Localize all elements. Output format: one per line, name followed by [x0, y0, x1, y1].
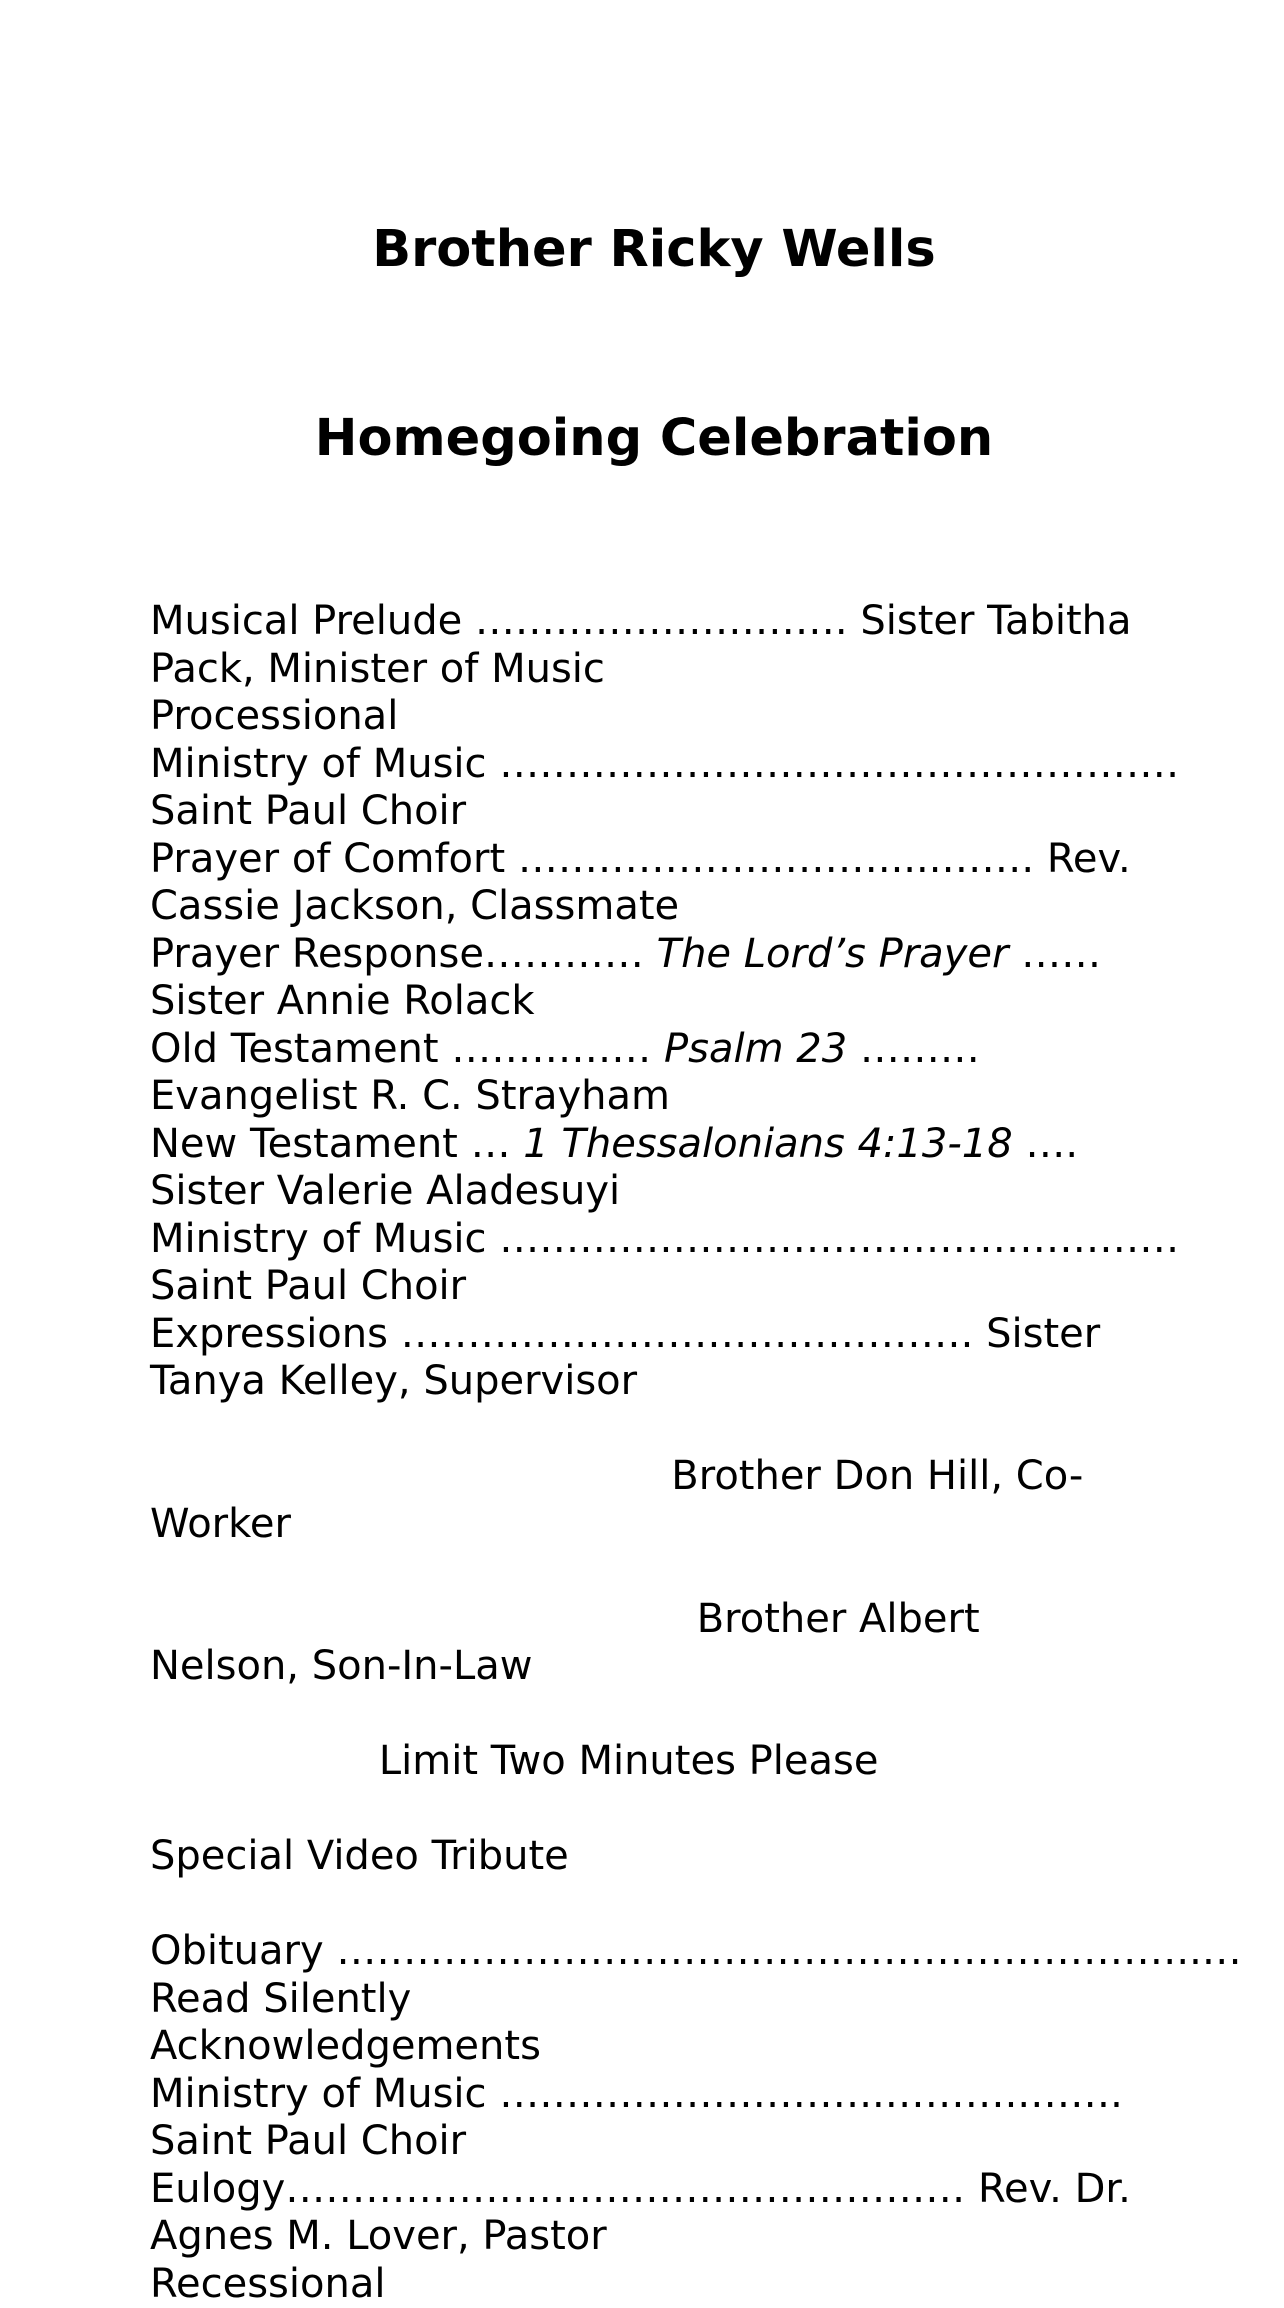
- scripture-reference: The Lord’s Prayer: [657, 931, 1009, 977]
- program-line: [150, 1073, 1144, 1121]
- program-line: [150, 598, 1144, 646]
- program-text: Ministry of Music ………………………..………..…….: [150, 2071, 1123, 2117]
- program-line: [150, 1406, 1144, 1454]
- program-line: [150, 931, 1144, 979]
- program-line: [150, 1928, 1144, 1976]
- program-text: Special Video Tribute: [150, 1833, 569, 1879]
- program-line: [150, 1263, 1144, 1311]
- scripture-reference: Psalm 23: [664, 1026, 847, 1072]
- program-line: [150, 1833, 1144, 1881]
- program-text: Ministry of Music ……………………………………………: [150, 1216, 1179, 1262]
- program-text: Acknowledgements: [150, 2023, 541, 2069]
- program-line: [150, 1358, 1144, 1406]
- program-line: [150, 2166, 1144, 2214]
- program-line: [150, 1168, 1144, 1216]
- program-text: Agnes M. Lover, Pastor: [150, 2213, 607, 2259]
- program-line: [150, 836, 1144, 884]
- program-line: [150, 2071, 1144, 2119]
- program-order-of-service: [150, 598, 1144, 2308]
- program-line: [150, 1501, 1144, 1549]
- title-line-2: Homegoing Celebration: [164, 407, 1144, 470]
- program-text: Ministry of Music ……………………………………………: [150, 741, 1179, 787]
- program-line: [150, 1738, 1144, 1786]
- program-line: [150, 788, 1144, 836]
- program-line: [150, 1643, 1144, 1691]
- program-text: Eulogy…………………………………………… Rev. Dr.: [150, 2166, 1131, 2212]
- title-line-1: Brother Ricky Wells: [164, 218, 1144, 281]
- program-line: [150, 1453, 1144, 1501]
- program-text: ….: [1013, 1121, 1078, 1167]
- program-text: Musical Prelude ………………………. Sister Tabitha: [150, 598, 1132, 644]
- program-text: Recessional: [150, 2261, 385, 2307]
- program-line: [150, 2023, 1144, 2071]
- program-text: New Testament …: [150, 1121, 523, 1167]
- program-text: Prayer of Comfort ……………………….....……. Rev.: [150, 836, 1131, 882]
- program-line: [150, 1976, 1144, 2024]
- program-text: ……: [1008, 931, 1101, 977]
- program-text: Read Silently: [150, 1976, 411, 2022]
- program-line: [150, 2118, 1144, 2166]
- program-text: Pack, Minister of Music: [150, 646, 605, 692]
- program-text: Expressions ……………………………………. Sister: [150, 1311, 1100, 1357]
- program-text: Brother Albert: [150, 1596, 980, 1642]
- program-text: Prayer Response…………: [150, 931, 657, 977]
- program-line: [150, 2213, 1144, 2261]
- program-line: [150, 1216, 1144, 1264]
- program-line: [150, 1596, 1144, 1644]
- program-line: [150, 1311, 1144, 1359]
- program-text: Tanya Kelley, Supervisor: [150, 1358, 637, 1404]
- program-line: [150, 693, 1144, 741]
- program-line: [150, 1026, 1144, 1074]
- program-line: [150, 1881, 1144, 1929]
- program-line: [150, 978, 1144, 1026]
- program-line: [150, 741, 1144, 789]
- program-text: Worker: [150, 1501, 291, 1547]
- program-text: Processional: [150, 693, 398, 739]
- program-text: Saint Paul Choir: [150, 1263, 466, 1309]
- program-line: [150, 883, 1144, 931]
- program-text: Cassie Jackson, Classmate: [150, 883, 679, 929]
- program-text: Obituary ………………………………………………………..…: [150, 1928, 1242, 1974]
- program-line: [150, 1691, 1144, 1739]
- program-text: Sister Annie Rolack: [150, 978, 535, 1024]
- program-text: Saint Paul Choir: [150, 2118, 466, 2164]
- program-text: Old Testament ……………: [150, 1026, 664, 1072]
- program-text: Sister Valerie Aladesuyi: [150, 1168, 620, 1214]
- program-text: Limit Two Minutes Please: [150, 1738, 878, 1784]
- program-line: [150, 2261, 1144, 2308]
- program-text: Evangelist R. C. Strayham: [150, 1073, 670, 1119]
- scripture-reference: 1 Thessalonians 4:13-18: [523, 1121, 1012, 1167]
- program-text: Nelson, Son-In-Law: [150, 1643, 532, 1689]
- program-line: [150, 1548, 1144, 1596]
- program-text: Saint Paul Choir: [150, 788, 466, 834]
- program-text: Brother Don Hill, Co-: [150, 1453, 1083, 1499]
- program-text: ………: [847, 1026, 980, 1072]
- program-line: [150, 1121, 1144, 1169]
- program-line: [150, 646, 1144, 694]
- program-line: [150, 1786, 1144, 1834]
- document-title: [150, 92, 1144, 596]
